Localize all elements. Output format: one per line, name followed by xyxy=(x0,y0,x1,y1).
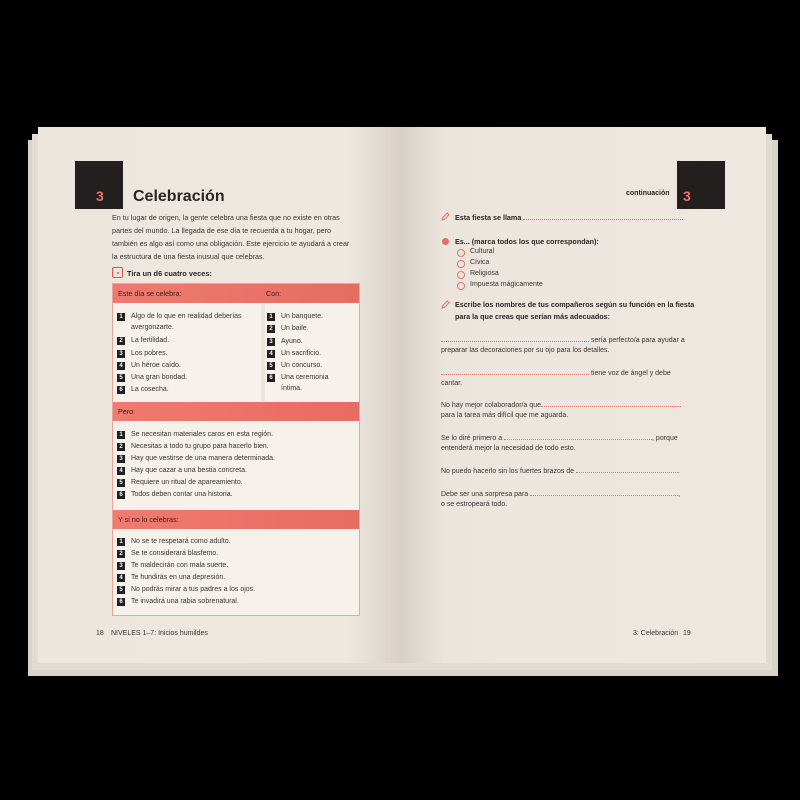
fill-text: No hay mejor colaborador/a que xyxy=(441,402,542,409)
question-type: Es... (marca todos los que correspondan): xyxy=(455,237,599,246)
name-line-2[interactable] xyxy=(441,366,589,375)
table-header-row xyxy=(113,284,359,303)
intro-text: En tu lugar de origen, la gente celebra una fiesta que no existe en otras partes del mundo. La llegada de ese día te recuerda a tu hogar, pero también es algo así como una obligación. Este ejercicio te ayudará a crear la estructura de una fiesta inusual que celebras. xyxy=(112,213,350,261)
col2-header: Con: xyxy=(266,289,282,298)
fill-text: , porque xyxy=(652,435,678,442)
continuation-label: continuación xyxy=(626,190,670,197)
roll-table xyxy=(112,283,360,616)
column-divider xyxy=(261,303,265,401)
option-label: Impuesta mágicamente xyxy=(470,281,543,288)
name-line-6[interactable] xyxy=(530,487,681,498)
list-number: 4 xyxy=(267,350,275,358)
fill-text: . xyxy=(678,468,680,475)
chapter-number-left: 3 xyxy=(96,188,104,204)
list-item: Un baile. xyxy=(281,325,309,332)
list-item: Un concurso. xyxy=(281,362,323,369)
list-number: 3 xyxy=(117,562,125,570)
list-item: No se te respetará como adulto. xyxy=(131,538,231,545)
fill-text: sería perfecto/a para ayudar a xyxy=(590,337,685,344)
list-number: 5 xyxy=(117,374,125,382)
question-companions-line2: para la que creas que serían más adecuados: xyxy=(455,312,611,321)
list-number: 6 xyxy=(117,491,125,499)
list-item: La cosecha. xyxy=(131,386,169,393)
question-companions-line1: Escribe los nombres de tus compañeros según su función en la fiesta xyxy=(455,300,695,309)
fill-sentence-6b: o se estropeará todo. xyxy=(441,501,508,508)
fill-text: , xyxy=(678,491,681,498)
checkbox-magica[interactable] xyxy=(457,282,465,290)
footer-page-number-left: 18 xyxy=(96,630,104,637)
list-item: Un banquete. xyxy=(281,313,324,320)
bullet-icon xyxy=(442,238,449,245)
fill-sentence-3b: para la tarea más difícil que me aguarda. xyxy=(441,412,569,419)
list-number: 4 xyxy=(117,467,125,475)
col1-header: Este día se celebra: xyxy=(118,289,182,298)
checkbox-civica[interactable] xyxy=(457,260,465,268)
list-item: Un héroe caído. xyxy=(131,362,181,369)
list-item: Requiere un ritual de apareamiento. xyxy=(131,479,243,486)
list-number: 1 xyxy=(117,313,125,321)
list-item: Algo de lo que en realidad deberías avergonzarte. xyxy=(131,313,242,331)
list-number: 1 xyxy=(267,313,275,321)
fill-sentence-2b: cantar. xyxy=(441,380,463,387)
list-item: Se necesitan materiales caros en esta región. xyxy=(131,431,274,438)
list-number: 3 xyxy=(117,455,125,463)
fill-sentence-5 xyxy=(441,464,680,478)
list-item: Te invadirá una rabia sobrenatural. xyxy=(131,598,239,605)
roll-instruction xyxy=(112,267,212,278)
pencil-icon xyxy=(441,212,450,221)
name-line-4[interactable] xyxy=(504,431,652,440)
fiesta-name-line[interactable] xyxy=(523,211,683,220)
checkbox-religiosa[interactable] xyxy=(457,271,465,279)
list-item: Te hundirás en una depresión. xyxy=(131,574,226,581)
list-item: Una gran bondad. xyxy=(131,374,188,381)
option-label: Cívica xyxy=(470,259,490,266)
list-number: 1 xyxy=(117,538,125,546)
list-item: Hay que vestirse de una manera determinada. xyxy=(131,455,275,462)
list-item: Hay que cazar a una bestia concreta. xyxy=(131,467,247,474)
die-icon xyxy=(112,267,123,278)
list-item: La fertilidad. xyxy=(131,337,170,344)
list-number: 1 xyxy=(117,431,125,439)
list-number: 5 xyxy=(267,362,275,370)
fill-sentence-4b: entenderá mejor la necesidad de todo esto. xyxy=(441,445,576,452)
option-label: Cultural xyxy=(470,248,495,255)
list-number: 3 xyxy=(117,350,125,358)
fill-text: Debe ser una sorpresa para xyxy=(441,491,529,498)
fill-text: tiene voz de ángel y debe xyxy=(590,370,671,377)
list-item: Los pobres. xyxy=(131,350,168,357)
name-line-1[interactable] xyxy=(441,333,589,342)
checkbox-cultural[interactable] xyxy=(457,249,465,257)
name-line-3[interactable] xyxy=(541,398,681,407)
fill-text: Se lo diré primero a xyxy=(441,435,503,442)
list-number: 6 xyxy=(267,374,275,382)
pencil-icon xyxy=(441,300,450,309)
list-number: 5 xyxy=(117,586,125,594)
list-number: 5 xyxy=(117,479,125,487)
list-number: 4 xyxy=(117,574,125,582)
page-title: Celebración xyxy=(133,188,225,205)
footer-page-number-right: 19 xyxy=(683,630,691,637)
list-item: Te maldecirán con mala suerte. xyxy=(131,562,229,569)
list-item: Todos deben contar una historia. xyxy=(131,491,233,498)
question-fiesta-name-label: Esta fiesta se llama xyxy=(455,213,522,222)
fill-text: No puedo hacerlo sin los fuertes brazos de xyxy=(441,468,575,475)
list-number: 2 xyxy=(117,337,125,345)
list-item: Una ceremonia íntima. xyxy=(281,374,329,392)
list-number: 6 xyxy=(117,386,125,394)
sino-header: Y si no lo celebras: xyxy=(113,510,359,529)
pero-header: Pero: xyxy=(113,402,359,421)
list-item: Ayuno. xyxy=(281,338,303,345)
list-item: Un sacrificio. xyxy=(281,350,322,357)
name-line-5[interactable] xyxy=(576,464,678,473)
list-item: Se te considerará blasfemo. xyxy=(131,550,219,557)
list-number: 2 xyxy=(117,443,125,451)
list-item: Necesitas a todo tu grupo para hacerlo bien. xyxy=(131,443,269,450)
fill-sentence-2 xyxy=(441,366,671,380)
chapter-number-right: 3 xyxy=(683,188,691,204)
list-number: 2 xyxy=(117,550,125,558)
footer-text-right: 3: Celebración xyxy=(633,630,679,637)
list-number: 4 xyxy=(117,362,125,370)
option-label: Religiosa xyxy=(470,270,499,277)
question-fiesta-name xyxy=(455,211,683,224)
roll-instruction-label: Tira un d6 cuatro veces: xyxy=(127,269,212,278)
list-item: No podrás mirar a tus padres a los ojos. xyxy=(131,586,256,593)
list-number: 2 xyxy=(267,325,275,333)
fill-sentence-1b: preparar las decoraciones por su ojo para los detalles. xyxy=(441,347,610,354)
list-number: 6 xyxy=(117,598,125,606)
list-number: 3 xyxy=(267,338,275,346)
footer-text-left: NIVELES 1–7: Inicios humildes xyxy=(111,630,208,637)
